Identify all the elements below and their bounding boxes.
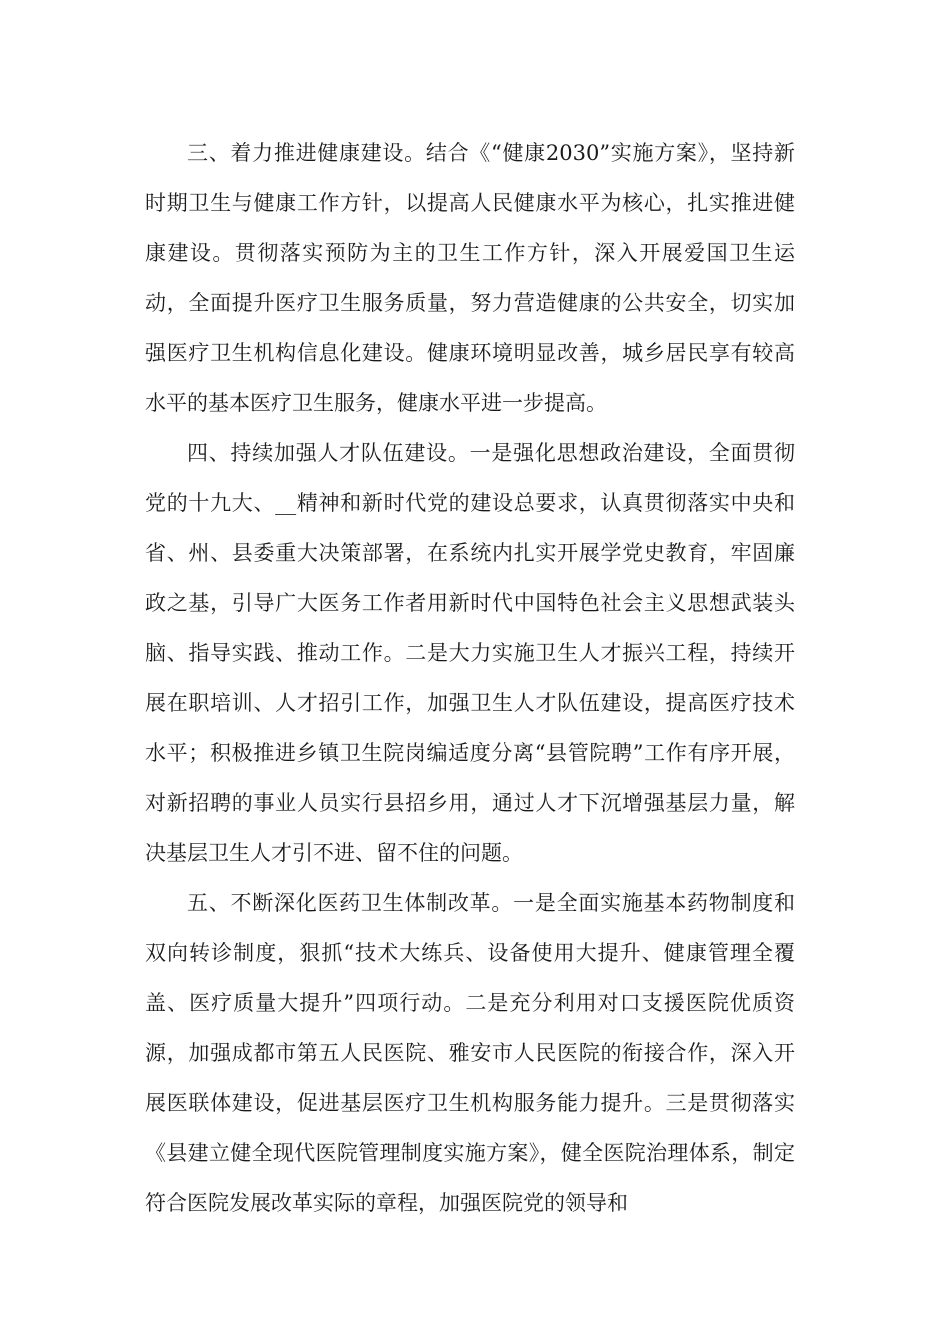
document-body bbox=[145, 128, 795, 1228]
paragraph-medical-reform: 五、不断深化医药卫生体制改革。一是全面实施基本药物制度和双向转诊制度，狠抓“技术大练兵、设备使用大提升、健康管理全覆盖、医疗质量大提升”四项行动。二是充分利用对口支援医院优质资源，加强成都市第五人民医院、雅安市人民医院的衔接合作，深入开展医联体建设，促进基层医疗卫生机构服务能力提升。三是贯彻落实《县建立健全现代医院管理制度实施方案》，健全医院治理体系，制定符合医院发展改革实际的章程，加强医院党的领导和 bbox=[145, 891, 795, 1215]
paragraph-health-construction: 三、着力推进健康建设。结合《“健康2030”实施方案》，坚持新时期卫生与健康工作方针，以提高人民健康水平为核心，扎实推进健康建设。贯彻落实预防为主的卫生工作方针，深入开展爱国卫生运动，全面提升医疗卫生服务质量，努力营造健康的公共安全，切实加强医疗卫生机构信息化建设。健康环境明显改善，城乡居民享有较高水平的基本医疗卫生服务，健康水平进一步提高。 bbox=[145, 141, 795, 415]
paragraph-talent-team: 四、持续加强人才队伍建设。一是强化思想政治建设，全面贯彻党的十九大、__精神和新时代党的建设总要求，认真贯彻落实中央和省、州、县委重大决策部署，在系统内扎实开展学党史教育，牢固廉政之基，引导广大医务工作者用新时代中国特色社会主义思想武装头脑、指导实践、推动工作。二是大力实施卫生人才振兴工程，持续开展在职培训、人才招引工作，加强卫生人才队伍建设，提高医疗技术水平；积极推进乡镇卫生院岗编适度分离“县管院聘”工作有序开展，对新招聘的事业人员实行县招乡用，通过人才下沉增强基层力量，解决基层卫生人才引不进、留不住的问题。 bbox=[145, 441, 795, 865]
